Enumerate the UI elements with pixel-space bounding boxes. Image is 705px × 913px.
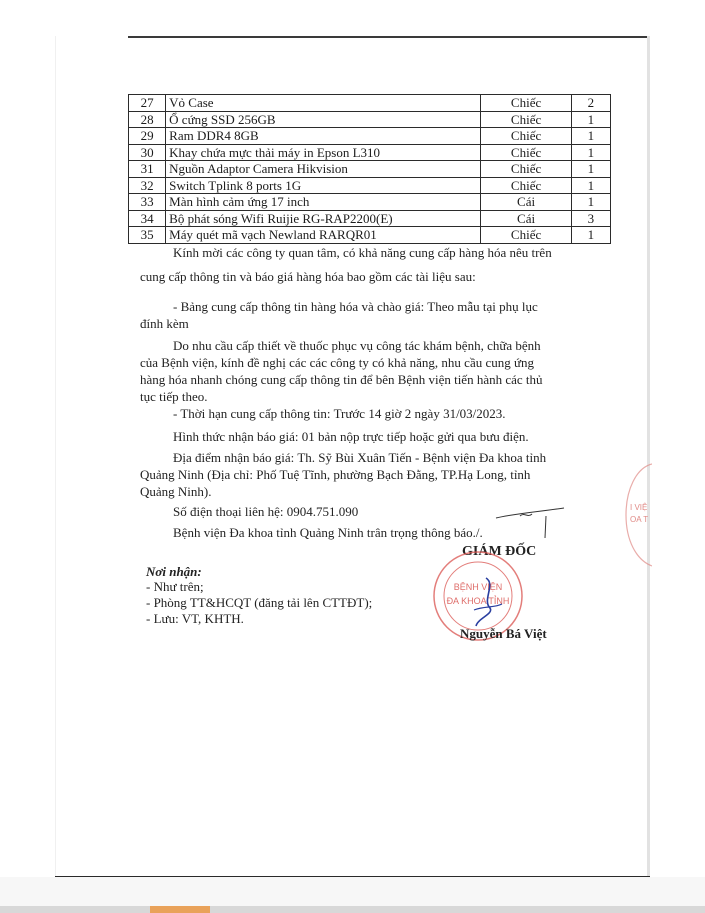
item-number: 28 (129, 111, 166, 128)
item-unit: Chiếc (481, 177, 571, 194)
recipients-title: Nơi nhận: (146, 564, 202, 579)
place-line-3: Quảng Ninh). (140, 484, 212, 499)
closing-line: Bệnh viện Đa khoa tỉnh Quảng Ninh trân trọng thông báo./. (173, 525, 483, 540)
item-name: Nguồn Adaptor Camera Hikvision (166, 161, 481, 178)
item-number: 29 (129, 128, 166, 145)
item-number: 27 (129, 95, 166, 112)
table-row (129, 128, 611, 145)
item-unit: Cái (481, 194, 571, 211)
item-number: 35 (129, 227, 166, 244)
item-name: Ổ cứng SSD 256GB (166, 111, 481, 128)
item-quantity: 1 (571, 128, 610, 145)
stamp-text-1: BỆNH VIỆN (453, 582, 503, 592)
item-quantity: 1 (571, 161, 610, 178)
items-table-body (129, 95, 611, 244)
method-line: Hình thức nhận báo giá: 01 bản nộp trực tiếp hoặc gửi qua bưu điện. (173, 429, 529, 444)
page-right-edge (647, 36, 650, 876)
table-row (129, 95, 611, 112)
item-unit: Cái (481, 210, 571, 227)
table-row (129, 210, 611, 227)
item-number: 33 (129, 194, 166, 211)
scan-strip-accent (150, 906, 210, 913)
item-quantity: 1 (571, 194, 610, 211)
table-row (129, 177, 611, 194)
item-unit: Chiếc (481, 161, 571, 178)
item-number: 30 (129, 144, 166, 161)
table-row (129, 161, 611, 178)
invite-line-2: cung cấp thông tin và báo giá hàng hóa bao gồm các tài liệu sau: (140, 269, 476, 284)
side-stamp-text-2: OA T (630, 515, 649, 524)
attachment-line-1: - Bảng cung cấp thông tin hàng hóa và chào giá: Theo mẫu tại phụ lục (173, 299, 538, 314)
item-unit: Chiếc (481, 144, 571, 161)
page-left-edge (55, 36, 56, 876)
item-quantity: 1 (571, 144, 610, 161)
recipient-line-3: - Lưu: VT, KHTH. (146, 611, 244, 626)
recipient-line-2: - Phòng TT&HCQT (đăng tải lên CTTĐT); (146, 595, 373, 610)
item-unit: Chiếc (481, 95, 571, 112)
invite-line-1: Kính mời các công ty quan tâm, có khả năng cung cấp hàng hóa nêu trên (173, 245, 552, 260)
signer-name: Nguyễn Bá Việt (460, 626, 547, 641)
item-unit: Chiếc (481, 111, 571, 128)
place-line-2: Quảng Ninh (Địa chỉ: Phố Tuệ Tĩnh, phường Bạch Đằng, TP.Hạ Long, tỉnh (140, 467, 531, 482)
table-row (129, 111, 611, 128)
table-row (129, 227, 611, 244)
need-line-3: hàng hóa nhanh chóng cung cấp thông tin để bên Bệnh viện tiến hành các thủ (140, 372, 543, 387)
item-number: 34 (129, 210, 166, 227)
item-quantity: 1 (571, 111, 610, 128)
scan-margin-top (0, 0, 705, 34)
item-unit: Chiếc (481, 128, 571, 145)
place-line-1: Địa điểm nhận báo giá: Th. Sỹ Bùi Xuân Tiến - Bệnh viện Đa khoa tỉnh (173, 450, 547, 465)
table-row (129, 194, 611, 211)
adjacent-page-stamp (622, 460, 652, 570)
item-name: Ram DDR4 8GB (166, 128, 481, 145)
table-row (129, 144, 611, 161)
item-unit: Chiếc (481, 227, 571, 244)
item-quantity: 2 (571, 95, 610, 112)
need-line-4: tục tiếp theo. (140, 389, 208, 404)
item-quantity: 1 (571, 227, 610, 244)
director-title: GIÁM ĐỐC (462, 544, 537, 559)
item-name: Switch Tplink 8 ports 1G (166, 177, 481, 194)
need-line-2: của Bệnh viện, kính đề nghị các các công ty có khả năng, nhu cầu cung ứng (140, 355, 535, 370)
item-quantity: 3 (571, 210, 610, 227)
page-top-edge (128, 36, 648, 38)
stamp-text-2: ĐA KHOA TỈNH (446, 596, 510, 606)
item-quantity: 1 (571, 177, 610, 194)
item-number: 31 (129, 161, 166, 178)
item-name: Bộ phát sóng Wifi Ruijie RG-RAP2200(E) (166, 210, 481, 227)
item-name: Khay chứa mực thải máy in Epson L310 (166, 144, 481, 161)
attachment-line-2: đính kèm (140, 316, 189, 331)
side-stamp-text-1: I VIỆ (630, 503, 648, 512)
item-name: Màn hình cảm ứng 17 inch (166, 194, 481, 211)
need-line-1: Do nhu cầu cấp thiết về thuốc phục vụ công tác khám bệnh, chữa bệnh (173, 338, 541, 353)
item-name: Vỏ Case (166, 95, 481, 112)
deadline-line: - Thời hạn cung cấp thông tin: Trước 14 giờ 2 ngày 31/03/2023. (173, 406, 506, 421)
phone-line: Số điện thoại liên hệ: 0904.751.090 (173, 504, 359, 519)
item-name: Máy quét mã vạch Newland RARQR01 (166, 227, 481, 244)
recipient-line-1: - Như trên; (146, 579, 204, 594)
initials-mark (488, 506, 568, 542)
scan-strip (0, 906, 705, 913)
items-table (128, 94, 611, 244)
item-number: 32 (129, 177, 166, 194)
